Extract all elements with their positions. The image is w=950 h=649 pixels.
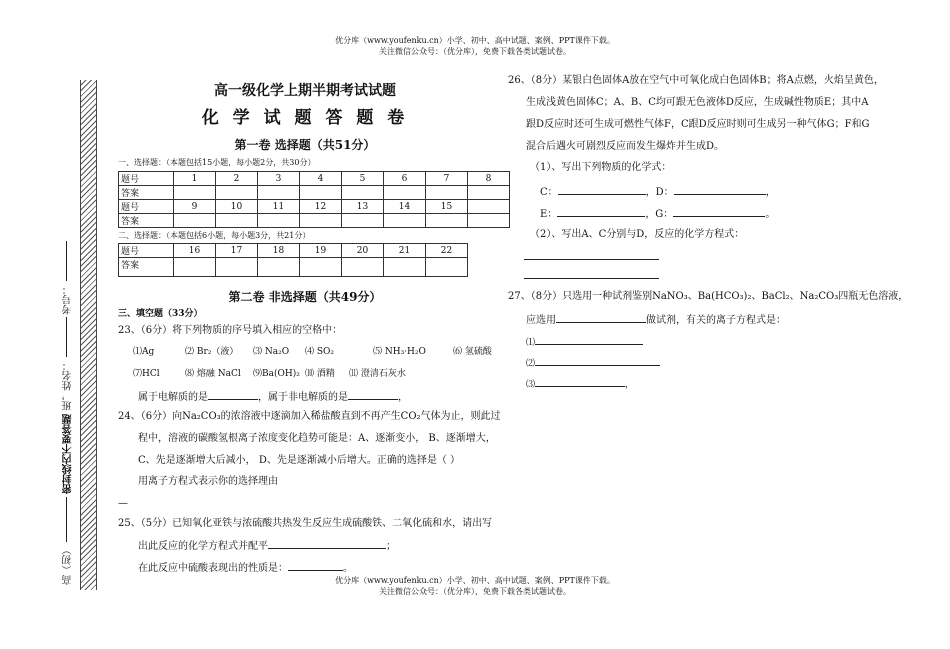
prompt-text: E：	[540, 209, 558, 220]
electrolyte-blank[interactable]	[208, 389, 258, 400]
footer-line-1: 优分库（www.youfenku.cn）小学、初中、高中试题、案例、PPT课件下载。	[335, 576, 615, 585]
question-number: 2	[216, 172, 258, 186]
class-label: 班，姓名：	[63, 360, 74, 411]
prompt-text: ，D：	[645, 187, 674, 198]
empty-cell	[468, 214, 510, 228]
q27-item1	[526, 334, 643, 350]
q26-line1: 26、（8分）某银白色固体A放在空气中可氧化成白色固体B；将A点燃，火焰呈黄色，	[508, 75, 884, 86]
q25-line2	[138, 538, 396, 553]
row-label: 答案	[119, 186, 174, 200]
answer-cell[interactable]	[258, 186, 300, 200]
option-item: ⑻ 熔融 NaCl	[185, 369, 241, 379]
q23-options-row2	[133, 368, 406, 381]
header-line-1: 优分库（www.youfenku.cn）小学、初中、高中试题、案例、PPT课件下载。	[335, 36, 615, 45]
answer-cell[interactable]	[342, 258, 384, 277]
option-item: ⑴Ag	[133, 347, 155, 357]
q26-cd-line	[540, 184, 776, 199]
q26-part2: （2）、写出A、C分别与D，反应的化学方程式：	[530, 229, 745, 240]
prompt-text: 出此反应的化学方程式并配平	[138, 541, 268, 552]
question-number: 4	[300, 172, 342, 186]
question-row	[119, 244, 468, 258]
g-formula-blank[interactable]	[673, 206, 765, 217]
punct: ，	[765, 187, 776, 198]
prompt-text: 属于电解质的是	[138, 392, 208, 403]
footer-line-2: 关注微信公众号：（优分库），免费下载各类试题试卷。	[379, 587, 571, 596]
answer-cell[interactable]	[300, 186, 342, 200]
d-formula-blank[interactable]	[674, 184, 766, 195]
q27-item3	[526, 376, 634, 392]
answer-sheet-title: 化 学 试 题 答 题 卷	[201, 108, 409, 128]
name-field[interactable]	[66, 317, 67, 357]
empty-cell	[468, 200, 510, 214]
punct: ；	[386, 541, 396, 552]
question-number: 9	[174, 200, 216, 214]
prompt-text: 做试剂，有关的离子方程式是：	[646, 315, 786, 326]
answer-cell[interactable]	[258, 214, 300, 228]
prompt-text: ，G：	[645, 209, 674, 220]
q26-answer-line-2[interactable]	[524, 277, 659, 279]
q26-answer-line-1[interactable]	[524, 258, 659, 260]
page-header	[0, 35, 950, 57]
question-number: 21	[384, 244, 426, 258]
exam-no-label: 考号：	[63, 284, 74, 315]
answer-row	[119, 258, 468, 277]
page-footer	[0, 575, 950, 597]
section2-instructions: 二、选择题：（本题包括6小题，每小题3分，共21分）	[118, 231, 311, 240]
section3-heading: 三、填空题（33分）	[118, 309, 203, 319]
option-item: ⑽ 酒精	[305, 369, 335, 379]
e-formula-blank[interactable]	[557, 206, 645, 217]
q24-line3: C、先是逐渐增大后减小， D、先是逐渐减小后增大。正确的选择是（ ）	[138, 455, 461, 466]
question-number: 22	[426, 244, 468, 258]
q26-line3: 跟D反应时还可生成可燃性气体F，C跟D反应时则可生成另一种气体G；F和G	[526, 119, 870, 130]
reagent-blank[interactable]	[556, 312, 646, 323]
answer-cell[interactable]	[300, 258, 342, 277]
question-number: 10	[216, 200, 258, 214]
school-label: 高（初）	[63, 545, 74, 585]
punct: ，	[398, 392, 408, 403]
item-number: ⑶	[526, 380, 536, 390]
answer-row	[119, 214, 510, 228]
q26-line4: 混合后遇火可剧烈反应而发生爆炸并生成D。	[526, 141, 725, 152]
section1-instructions: 一、选择题：（本题包括15小题，每小题2分，共30分）	[118, 158, 316, 167]
prompt-text: 应选用	[526, 315, 556, 326]
row-label: 答案	[119, 214, 174, 228]
ion-equation-blank-1[interactable]	[535, 334, 643, 345]
answer-cell[interactable]	[216, 186, 258, 200]
row-label: 题号	[119, 172, 174, 186]
q26-part1: （1）、写出下列物质的化学式：	[530, 162, 672, 173]
question-number: 3	[258, 172, 300, 186]
answer-cell[interactable]	[342, 186, 384, 200]
answer-cell[interactable]	[174, 186, 216, 200]
question-number: 8	[468, 172, 510, 186]
question-number: 14	[384, 200, 426, 214]
q25-line3	[138, 560, 353, 575]
question-number: 11	[258, 200, 300, 214]
ion-equation-blank-2[interactable]	[535, 355, 660, 366]
equation-blank[interactable]	[268, 538, 386, 549]
answer-cell[interactable]	[384, 214, 426, 228]
nonelectrolyte-blank[interactable]	[348, 389, 398, 400]
q26-eg-line	[540, 206, 775, 221]
q23-options-row1	[133, 346, 492, 359]
answer-cell[interactable]	[300, 214, 342, 228]
question-number: 15	[426, 200, 468, 214]
binding-strip	[80, 80, 97, 590]
question-number: 16	[174, 244, 216, 258]
question-number: 17	[216, 244, 258, 258]
option-item: ⑵ Br₂（液）	[185, 347, 239, 357]
header-line-2: 关注微信公众号：（优分库），免费下载各类试题试卷。	[379, 47, 571, 56]
punct: 。	[343, 563, 353, 574]
q24-line4: 用离子方程式表示你的选择理由	[138, 476, 278, 487]
answer-cell[interactable]	[426, 258, 468, 277]
question-number: 12	[300, 200, 342, 214]
question-number: 5	[342, 172, 384, 186]
school-field[interactable]	[66, 497, 67, 542]
answer-cell[interactable]	[468, 186, 510, 200]
row-label: 题号	[119, 200, 174, 214]
question-row	[119, 172, 510, 186]
option-item: ⑺HCl	[133, 369, 160, 379]
answer-cell[interactable]	[384, 258, 426, 277]
question-number: 18	[258, 244, 300, 258]
question-number: 7	[426, 172, 468, 186]
answer-cell[interactable]	[258, 258, 300, 277]
q27-line1: 27、（8分）只选用一种试剂鉴别NaNO₃、Ba(HCO₃)₂、BaCl₂、Na₂CO₃四瓶无色溶液，	[508, 291, 909, 302]
part2-title: 第二卷 非选择题（共49分）	[228, 290, 382, 304]
q26-line2: 生成浅黄色固体C；A、B、C均可跟无色液体D反应，生成碱性物质E；其中A	[526, 97, 869, 108]
option-item: ⑷ SO₂	[305, 347, 335, 357]
q24-answer-dash[interactable]: —	[118, 498, 128, 509]
prompt-text: ，属于非电解质的是	[258, 392, 348, 403]
answer-cell[interactable]	[174, 214, 216, 228]
q23-answer-line	[138, 389, 408, 404]
question-number: 19	[300, 244, 342, 258]
part1-title: 第一卷 选择题（共51分）	[234, 138, 376, 152]
row-label: 答案	[119, 258, 174, 277]
q24-line2: 程中，溶液的碳酸氢根离子浓度变化趋势可能是：A、逐渐变小， B、逐渐增大，	[138, 433, 496, 444]
item-number: ⑵	[526, 359, 536, 369]
option-item: ⑾ 澄清石灰水	[349, 369, 406, 379]
exam-no-field[interactable]	[66, 241, 67, 281]
item-number: ⑴	[526, 338, 536, 348]
option-item: ⑼Ba(OH)₂	[253, 369, 300, 379]
binding-info	[58, 255, 80, 585]
punct: ，	[625, 380, 635, 390]
answer-grid-2	[118, 243, 468, 277]
prompt-text: 在此反应中硫酸表现出的性质是：	[138, 563, 288, 574]
exam-title: 高一级化学上期半期考试试题	[214, 83, 396, 99]
c-formula-blank[interactable]	[558, 184, 646, 195]
question-number: 13	[342, 200, 384, 214]
q27-line2	[526, 312, 786, 327]
ion-equation-blank-3[interactable]	[535, 376, 625, 387]
option-item: ⑹ 氢硫酸	[453, 347, 492, 357]
punct: 。	[765, 209, 776, 220]
answer-cell[interactable]	[384, 186, 426, 200]
q27-item2	[526, 355, 660, 371]
answer-row	[119, 186, 510, 200]
answer-cell[interactable]	[216, 214, 258, 228]
question-number: 6	[384, 172, 426, 186]
question-row	[119, 200, 510, 214]
answer-cell[interactable]	[426, 186, 468, 200]
property-blank[interactable]	[288, 560, 343, 571]
answer-cell[interactable]	[426, 214, 468, 228]
question-number: 20	[342, 244, 384, 258]
row-label: 题号	[119, 244, 174, 258]
answer-grid-1	[118, 171, 510, 228]
prompt-text: C：	[540, 187, 558, 198]
option-item: ⑶ Na₂O	[253, 347, 290, 357]
answer-cell[interactable]	[342, 214, 384, 228]
binding-note: 密封线内不要答题	[63, 413, 74, 494]
option-item: ⑸ NH₃·H₂O	[373, 347, 426, 357]
answer-cell[interactable]	[216, 258, 258, 277]
q25-line1: 25、（5分）已知氧化亚铁与浓硫酸共热发生反应生成硫酸铁、二氧化硫和水，请出写	[118, 518, 493, 529]
question-number: 1	[174, 172, 216, 186]
answer-cell[interactable]	[174, 258, 216, 277]
q24-line1: 24、（6分）向Na₂CO₃的浓溶液中逐滴加入稀盐酸直到不再产生CO₂气体为止，则此过	[118, 411, 501, 422]
q23-stem: 23、（6分）将下列物质的序号填入相应的空格中：	[118, 325, 343, 336]
